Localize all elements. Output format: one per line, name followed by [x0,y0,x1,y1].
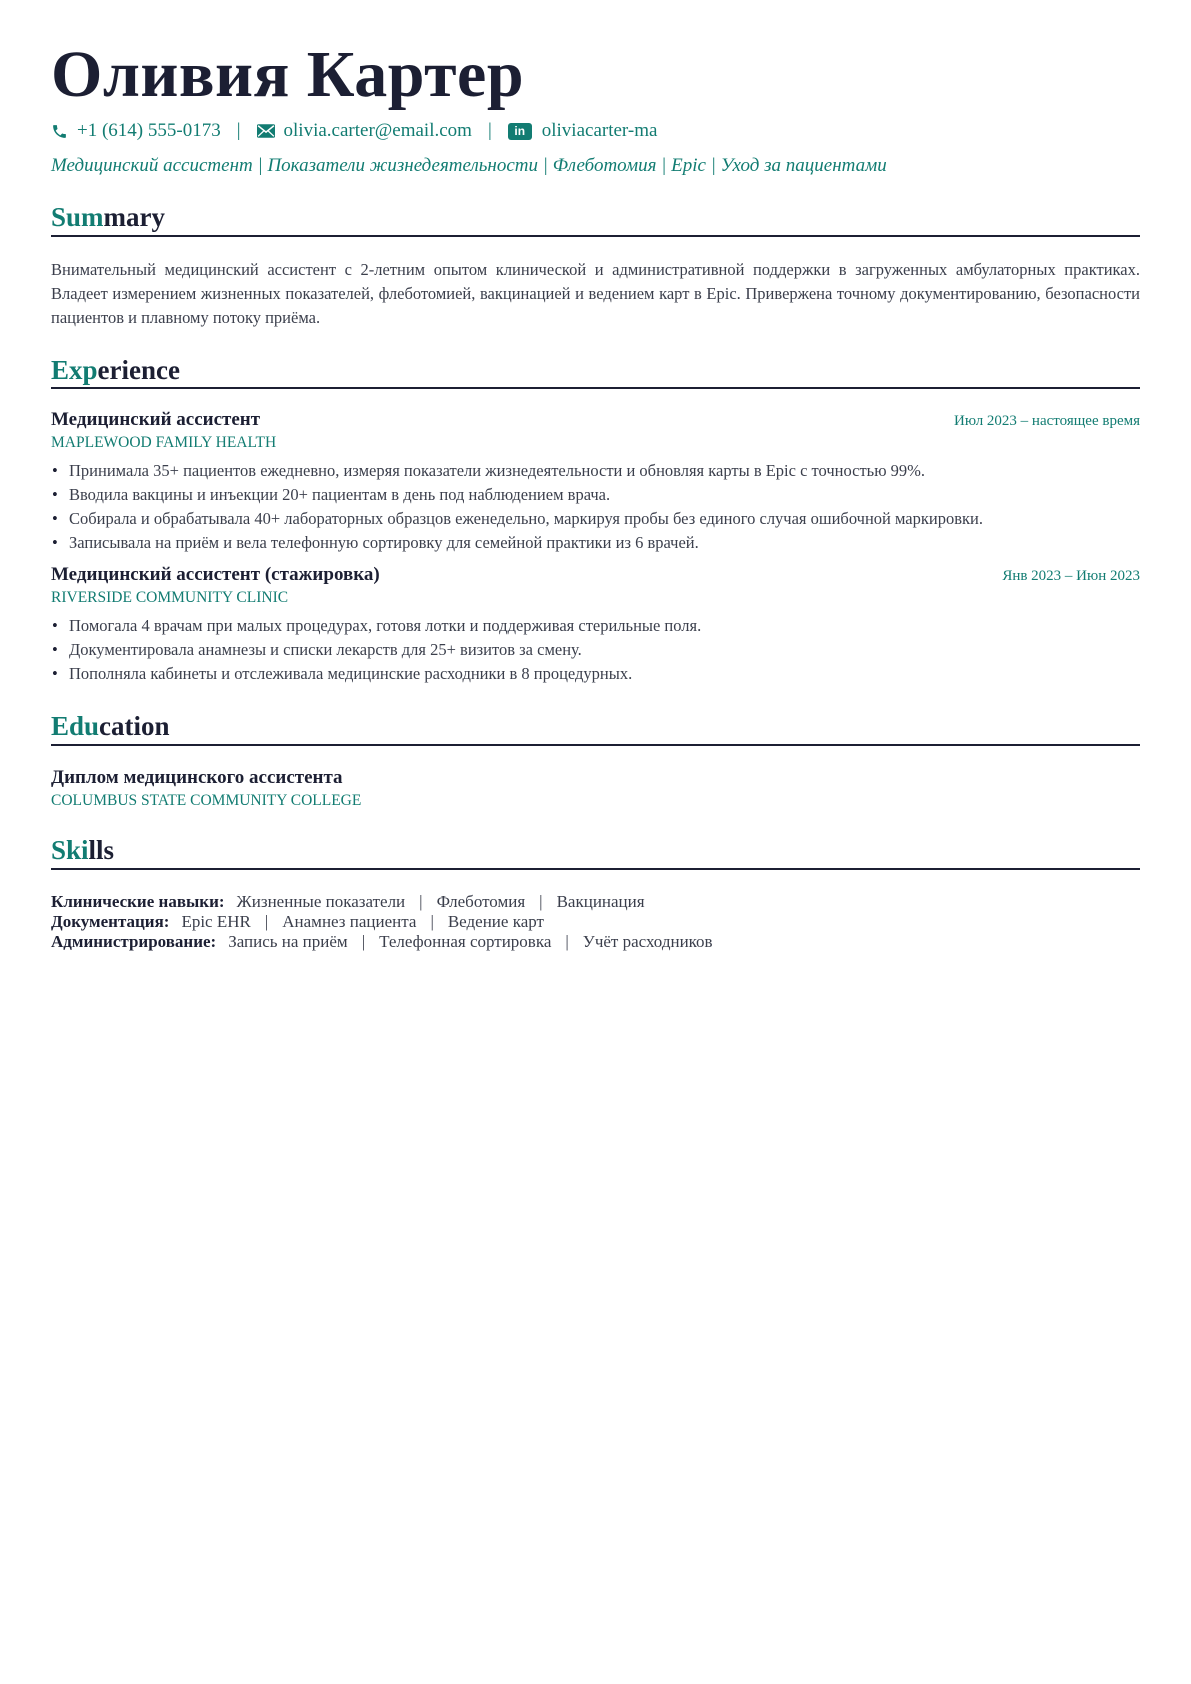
job-bullet: • Вводила вакцины и инъекции 20+ пациентам в день под наблюдением врача. [51,483,1140,507]
section-title-accent: Edu [51,711,100,742]
skill-item: Ведение карт [447,911,544,931]
email-contact[interactable] [257,120,472,142]
job-dates: Июл 2023 – настоящее время [954,413,1140,430]
skill-separator: | [539,891,543,911]
section-title-accent: Ski [51,835,89,866]
experience-section [51,356,1140,687]
candidate-name [51,38,1140,111]
skill-label: Документация: [51,911,170,931]
job-bullet: • Помогала 4 врачам при малых процедурах, готовя лотки и поддерживая стерильные поля. [51,614,1140,638]
job-bullet: • Документировала анамнезы и списки лекарств для 25+ визитов за смену. [51,638,1140,662]
summary-section [51,203,1140,330]
linkedin-handle: oliviacarter-ma [541,120,658,141]
skill-separator: | [430,911,434,931]
job-title: Медицинский ассистент [51,409,261,431]
section-title-rest: lls [88,835,115,866]
skill-item: Запись на приём [228,931,348,951]
skill-row [51,912,1140,932]
skill-row [51,932,1140,952]
job-dates: Янв 2023 – Июн 2023 [1002,568,1140,585]
skill-item: Вакцинация [556,891,645,911]
job-bullet: • Принимала 35+ пациентов ежедневно, измеряя показатели жизнедеятельности и обновляя карты в Epic с точностью 99%. [51,459,1140,483]
summary-text: Внимательный медицинский ассистент с 2-летним опытом клинической и административной поддержки в загруженных амбулаторных практиках. Владеет измерением жизненных показателей, флеботомией, вакцинацией и ведением карт в Epic. Привержена точному документированию, безопасности пациентов и плавному потоку приёма. [51,259,1140,327]
education-entry [51,767,1140,810]
skill-separator: | [264,911,269,931]
section-title-accent: Exp [51,354,98,385]
headline: Медицинский ассистент | Показатели жизнедеятельности | Флеботомия | Epic | Уход за пациентами [51,155,887,176]
contact-separator: | [236,120,241,141]
job-bullet: • Записывала на приём и вела телефонную сортировку для семейной практики из 6 врачей. [51,531,1140,555]
section-title-rest: cation [99,711,170,742]
section-title-skills [51,836,1140,870]
skill-label: Клинические навыки: [51,891,225,911]
phone-contact[interactable] [51,120,221,142]
skills-section [51,836,1140,952]
skill-item: Анамнез пациента [282,911,417,931]
last-name: Картер [306,38,525,111]
job-title: Медицинский ассистент (стажировка) [51,564,380,586]
contact-line [51,120,1140,142]
contact-separator: | [487,120,492,141]
skills-list [51,892,1140,952]
job-company: MAPLEWOOD FAMILY HEALTH [51,434,277,452]
education-degree: Диплом медицинского ассистента [51,767,343,789]
job-entry [51,409,1140,555]
section-title-accent: Sum [51,202,104,232]
job-bullets [51,614,1140,686]
skill-row [51,892,1140,912]
section-title-summary [51,203,1140,237]
envelope-icon [257,124,275,138]
skill-item: Телефонная сортировка [379,931,552,951]
job-company: RIVERSIDE COMMUNITY CLINIC [51,589,289,607]
job-header [51,409,1140,431]
job-bullet: • Пополняла кабинеты и отслеживала медицинские расходники в 8 процедурных. [51,662,1140,686]
section-title-experience [51,356,1140,390]
skill-item: Жизненные показатели [236,891,406,911]
skill-separator: | [419,891,423,911]
job-header [51,564,1140,586]
section-title-rest: mary [103,202,166,232]
job-bullets [51,459,1140,555]
education-school: COLUMBUS STATE COMMUNITY COLLEGE [51,792,362,810]
skill-label: Администрирование: [51,931,217,951]
phone-icon [51,123,68,140]
linkedin-icon: in [508,123,532,140]
section-title-education [51,712,1140,746]
email-address: olivia.carter@email.com [283,120,472,141]
phone-number: +1 (614) 555-0173 [77,120,221,141]
skill-item: Epic EHR [181,911,251,931]
linkedin-contact[interactable] [508,120,658,142]
skill-separator: | [361,931,366,951]
skill-item: Учёт расходников [582,931,713,951]
first-name: Оливия [51,38,290,111]
section-title-rest: erience [97,354,180,385]
job-bullet: • Собирала и обрабатывала 40+ лабораторных образцов еженедельно, маркируя пробы без единого случая ошибочной маркировки. [51,507,1140,531]
education-section [51,712,1140,810]
skill-item: Флеботомия [436,891,526,911]
job-entry [51,564,1140,686]
skill-separator: | [565,931,569,951]
